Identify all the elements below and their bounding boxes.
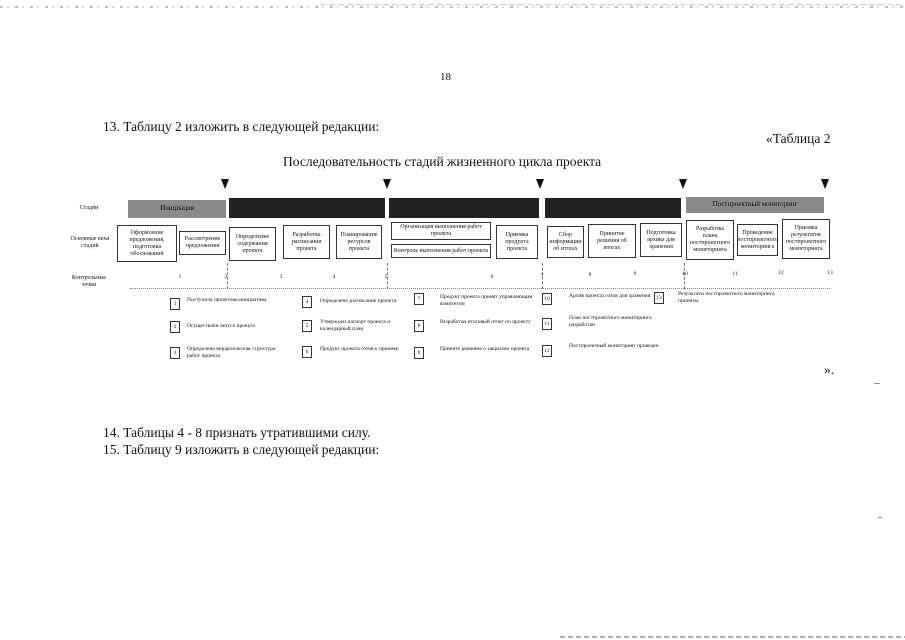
stage-bar-label: Инициация: [160, 204, 194, 212]
table-title: Последовательность стадий жизненного цикла проекта: [283, 154, 602, 169]
legend-number: 3: [170, 347, 180, 359]
milestone-box: Проведение постпроектного мониторинга: [737, 224, 778, 256]
checkpoint-1: 1: [178, 274, 182, 280]
milestone-box: Организация выполнения работ проекта: [391, 222, 491, 240]
legend-number: 12: [542, 345, 552, 357]
legend-text: Поступила проектная инициатива: [187, 297, 267, 303]
milestone-box: Сбор информации об итогах: [547, 226, 584, 258]
checkpoint-4: 4: [332, 274, 336, 280]
paragraph-14: 14. Таблицы 4 - 8 признать утратившими силу.: [103, 425, 371, 440]
checkpoint-7: 7: [540, 273, 544, 279]
milestone-box: Контроль выполнения работ проекта: [391, 244, 491, 258]
stage-bar-4: [545, 198, 681, 218]
checkpoint-2: 2: [224, 274, 228, 280]
stage-bar-initiation: [128, 200, 226, 218]
stage-arrow-5: [821, 179, 829, 189]
milestone-box: Определение содержания проекта: [229, 227, 276, 261]
legend-text: Определена иерархическая структура работ проекта: [187, 346, 276, 359]
stage-bar-postproject: [686, 197, 824, 213]
milestone-box: Приемка результатов постпроектного мониторинга: [782, 219, 830, 259]
stage-bar-2: [229, 198, 385, 218]
legend-number: 11: [542, 318, 552, 330]
checkpoint-12: 12: [778, 270, 784, 276]
checkpoint-5: 5: [384, 274, 388, 280]
legend-text: Осуществлен запуск проекта: [187, 323, 255, 329]
legend-text: Архив проекта готов для хранения: [569, 293, 651, 299]
stage-arrow-2: [383, 179, 391, 189]
legend-number: 8: [414, 320, 424, 332]
legend-number: 2: [170, 321, 180, 333]
legend-number: 7: [414, 293, 424, 305]
stage-bar-label: Постпроектный мониторинг: [712, 200, 798, 208]
milestone-box: Разработка расписания проекта: [283, 225, 330, 259]
legend-text: Постпроектный мониторинг проведен: [569, 343, 659, 349]
legend-text: Разработан итоговый отчет по проекту: [440, 319, 531, 325]
stage-arrow-3: [536, 179, 544, 189]
legend-text: Продукт проекта готов к приемке: [320, 346, 399, 352]
milestone-box: Принятие решения об итогах: [588, 224, 636, 258]
legend-text: Результаты постпроектного мониторинга приняты: [678, 291, 775, 304]
milestone-box: Рассмотрение предложения: [179, 231, 226, 255]
closing-quote: ».: [824, 362, 835, 377]
checkpoint-10: 10: [682, 271, 688, 277]
checkpoint-3: 3: [279, 274, 283, 280]
page-number: 18: [440, 71, 451, 83]
paragraph-13: 13. Таблицу 2 изложить в следующей редакции:: [103, 119, 380, 134]
legend-text: План постпроектного мониторинга разработан: [569, 315, 652, 328]
milestone-box: Оформление предложения, подготовка обоснований: [117, 225, 177, 262]
legend-number: 9: [414, 347, 424, 359]
stage-arrow-1: [221, 179, 229, 189]
row-label-checkpoints: Контрольные точки: [71, 275, 107, 288]
milestone-box: Разработка плана постпроектного мониторинга: [686, 220, 734, 260]
margin-mark: [874, 383, 880, 384]
checkpoint-baseline: [130, 288, 830, 289]
stage-bar-3: [389, 198, 539, 218]
paragraph-15: 15. Таблицу 9 изложить в следующей редакции:: [103, 442, 380, 457]
checkpoint-11: 11: [732, 271, 738, 277]
legend-text: Утвержден паспорт проекта и календарный план: [320, 319, 391, 332]
checkpoint-8: 8: [588, 272, 592, 278]
legend-number: 4: [302, 296, 312, 308]
legend-number: 5: [302, 320, 312, 332]
row-label-milestones: Основные вехи стадий: [70, 236, 110, 249]
margin-mark: [878, 517, 882, 518]
table-caption: «Таблица 2: [766, 131, 831, 146]
legend-number: 1: [170, 298, 180, 310]
legend-text: Продукт проекта принят управляющим комитетом: [440, 294, 533, 307]
row-label-stage: Стадии: [79, 205, 99, 211]
legend-number: 13: [654, 292, 664, 304]
scan-noise-top-2: [320, 4, 905, 5]
checkpoint-13: 13: [827, 270, 833, 276]
checkpoint-6: 6: [490, 274, 494, 280]
scan-noise-bottom: [560, 636, 905, 638]
milestone-box: Планирование ресурсов проекта: [336, 225, 382, 259]
stage-arrow-4: [679, 179, 687, 189]
legend-number: 10: [542, 293, 552, 305]
legend-number: 6: [302, 346, 312, 358]
checkpoint-9: 9: [633, 271, 637, 277]
scan-noise-top: [0, 6, 905, 8]
legend-text: Принято решение о закрытии проекта: [440, 346, 530, 352]
milestone-box: Приемка продукта проекта: [496, 225, 538, 259]
milestone-box: Подготовка архива для хранения: [640, 223, 682, 257]
legend-text: Определено расписание проекта: [320, 298, 397, 304]
